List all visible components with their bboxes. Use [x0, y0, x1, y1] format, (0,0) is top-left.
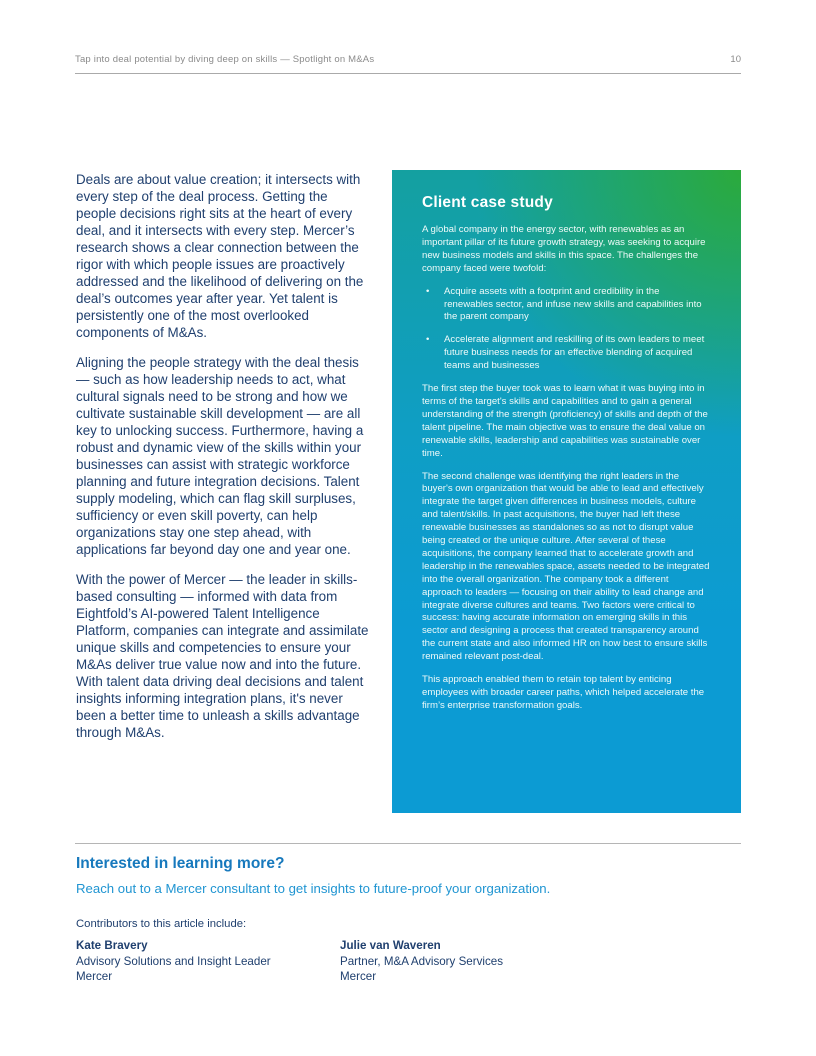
case-study-bullet [422, 334, 711, 373]
contributor-company: Mercer [76, 970, 113, 983]
contributor [340, 937, 600, 984]
case-study-paragraph: The second challenge was identifying the right leaders in the buyer's own organization that would be able to lead and effectively integrate the target given differences in business models, culture and talent/skills. In past acquisitions, the buyer had left these renewable businesses as standalones so as not to disrupt value being created or the unique culture. After several of these acquisitions, the company learned that to accelerate growth and leadership in the renewables space, assets needed to be integrated into the overall organization. The company took a different approach to leaders — focusing on their ability to lead change and integrate diverse cultures and teams. Two factors were critical to success: having accurate information on emerging skills in this sector and designing a process that created transparency around the current state and also informed HR on how best to ensure skills remained relevant post-deal. [422, 470, 710, 663]
cta-subheading: Reach out to a Mercer consultant to get insights to future-proof your organization. [76, 881, 551, 896]
article-paragraph: Aligning the people strategy with the deal thesis — such as how leadership needs to act, what cultural signals need to be strong and how we cultivate sustainable skill development — are all key to unlocking success. Furthermore, having a robust and dynamic view of the skills within your businesses can assist with strategic workforce planning and future integration decisions. Talent supply modeling, which can flag skill surpluses, sufficiency or even skill poverty, can help organizations stay one step ahead, with applications far beyond day one and year one. [76, 355, 364, 557]
contributor-company: Mercer [340, 970, 377, 983]
case-study-bullet [422, 286, 711, 325]
case-study-title: Client case study [422, 194, 553, 211]
case-study-intro: A global company in the energy sector, with renewables as an important pillar of its future growth strategy, was seeking to acquire new business models and skills in this space. The challenges the company faced were twofold: [422, 224, 706, 274]
contributor-name: Julie van Waveren [340, 939, 441, 952]
case-study-paragraph: This approach enabled them to retain top talent by enticing employees with broader career paths, which helped accelerate the firm’s enterprise transformation goals. [422, 674, 705, 711]
article-paragraph: Deals are about value creation; it intersects with every step of the deal process. Getting the people decisions right sits at the heart of every deal, and it intersects with every step. Mercer’s research shows a clear connection between the rigor with which people issues are proactively addressed and the likelihood of delivering on the deal’s outcomes year after year. Yet talent is persistently one of the most overlooked components of M&As. [76, 172, 364, 340]
contributor-role: Advisory Solutions and Insight Leader [76, 955, 271, 968]
page-number: 10 [730, 54, 741, 65]
page-header [75, 54, 741, 74]
article-body [76, 171, 369, 741]
contributor [76, 937, 336, 984]
contributor-name: Kate Bravery [76, 939, 148, 952]
section-divider [75, 843, 741, 844]
bullet-marker: • [426, 334, 430, 346]
contributor-role: Partner, M&A Advisory Services [340, 955, 504, 968]
bullet-text: Accelerate alignment and reskilling of its own leaders to meet future business needs for an effective blending of acquired teams and businesses [444, 334, 705, 372]
contributors-label: Contributors to this article include: [76, 918, 247, 930]
client-case-study-card [392, 170, 741, 813]
case-study-paragraph: The first step the buyer took was to learn what it was buying into in terms of the target's skills and capabilities and to gain a general understanding of the strength (proficiency) of skills and depth of the talent pipeline. The main objective was to ensure the deal value on renewable skills, leadership and capabilities was sustainable over time. [422, 383, 708, 459]
bullet-text: Acquire assets with a footprint and credibility in the renewables sector, and infuse new skills and capabilities into the parent company [444, 285, 702, 323]
article-paragraph: With the power of Mercer — the leader in skills-based consulting — informed with data from Eightfold’s AI-powered Talent Intelligence Platform, companies can integrate and assimilate unique skills and competencies to ensure your M&As deliver true value now and into the future. With talent data driving deal decisions and talent insights informing integration plans, it's never been a better time to unleash a skills advantage through M&As. [76, 572, 369, 740]
cta-heading: Interested in learning more? [76, 855, 285, 872]
running-header-title: Tap into deal potential by diving deep on skills — Spotlight on M&As [75, 54, 375, 65]
bullet-marker: • [426, 285, 430, 297]
